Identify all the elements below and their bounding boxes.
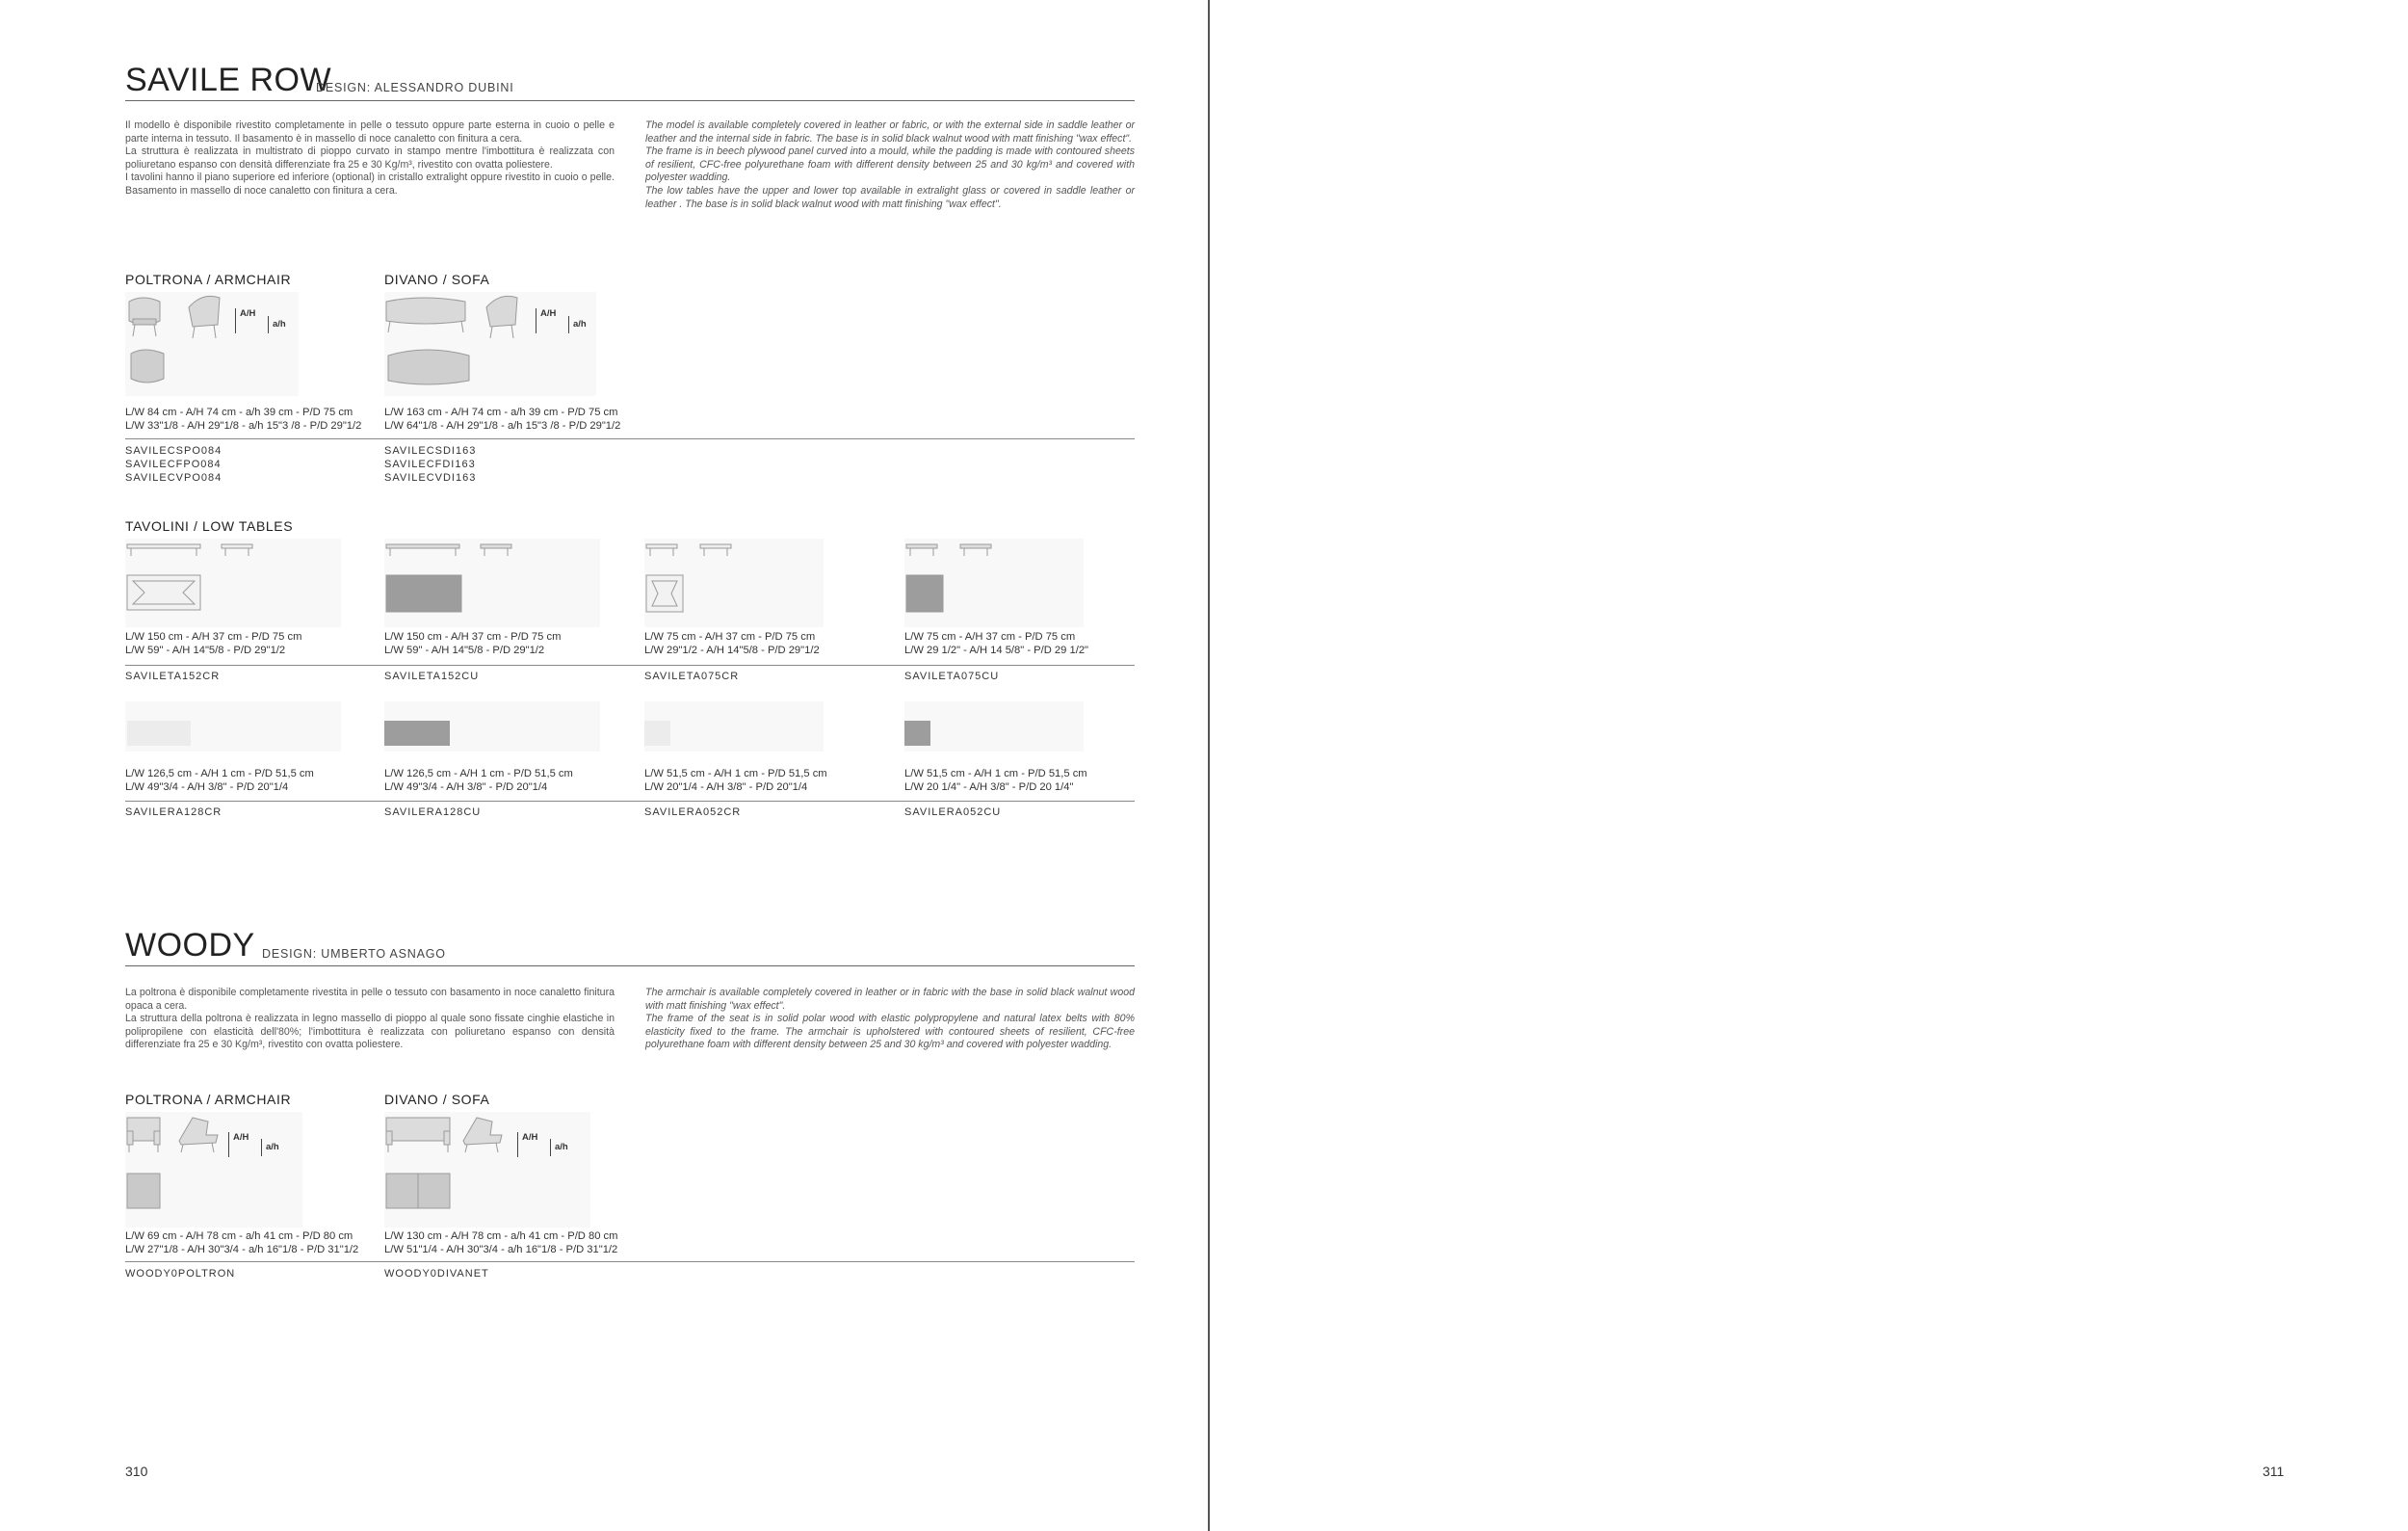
savile-desc-en-p1: The model is available completely covered in leather or fabric, or with the external side in saddle leather or leather and the internal side in fabric. The base is in solid black walnut wood with matt finishing "wax effect". <box>645 119 1135 145</box>
dims-imperial: L/W 49"3/4 - A/H 3/8" - P/D 20"1/4 <box>384 781 548 793</box>
top-dims-3 <box>644 767 827 794</box>
savile-armchair-heading: POLTRONA / ARMCHAIR <box>125 272 292 287</box>
woody-armchair-dims <box>125 1229 358 1256</box>
dims-imperial: L/W 20"1/4 - A/H 3/8" - P/D 20"1/4 <box>644 781 808 793</box>
savile-desc-it-p1: Il modello è disponibile rivestito completamente in pelle o tessuto oppure parte esterna in cuoio o pelle e parte interna in tessuto. Il basamento è in massello di noce canaletto con finitura a cera. <box>125 119 615 145</box>
savile-sofa-heading: DIVANO / SOFA <box>384 272 490 287</box>
dims-metric: L/W 150 cm - A/H 37 cm - P/D 75 cm <box>125 631 302 643</box>
table-code-2: SAVILETA152CU <box>384 671 480 682</box>
dims-imperial: L/W 51"1/4 - A/H 30"3/4 - a/h 16"1/8 - P/D 31"1/2 <box>384 1244 618 1255</box>
woody-armchair-code: WOODY0POLTRON <box>125 1268 236 1280</box>
top-dims-2 <box>384 767 573 794</box>
dims-imperial: L/W 59" - A/H 14"5/8 - P/D 29"1/2 <box>125 645 286 656</box>
top-drawing-1 <box>125 701 341 752</box>
dims-metric: L/W 51,5 cm - A/H 1 cm - P/D 51,5 cm <box>644 768 827 779</box>
dims-metric: L/W 75 cm - A/H 37 cm - P/D 75 cm <box>904 631 1076 643</box>
top-code-3: SAVILERA052CR <box>644 806 742 818</box>
savile-sofa-dims <box>384 406 620 433</box>
top-code-2: SAVILERA128CU <box>384 806 482 818</box>
savile-title-rule <box>125 100 1135 101</box>
dims-imperial: L/W 49"3/4 - A/H 3/8" - P/D 20"1/4 <box>125 781 289 793</box>
leather-top-drawing <box>384 701 600 752</box>
woody-title-rule <box>125 965 1135 966</box>
woody-sofa-heading: DIVANO / SOFA <box>384 1092 490 1107</box>
table-dims-1 <box>125 630 301 657</box>
dims-imperial: L/W 64"1/8 - A/H 29"1/8 - a/h 15"3 /8 - P/D 29"1/2 <box>384 420 621 432</box>
savile-sofa-codes <box>384 444 476 485</box>
savile-desc-en-p2: The frame is in beech plywood panel curved into a mould, while the padding is made with contoured sheets of resilient, CFC-free polyurethane foam with different density between 25 and 30 kg/m³ and covered with polyester wadding. <box>645 145 1135 184</box>
product-code: SAVILECFDI163 <box>384 459 476 470</box>
woody-desc-it-p2: La struttura della poltrona è realizzata in legno massello di pioppo al quale sono fissate cinghie elastiche in polipropilene con elasticità dell'80%; l'imbottitura è realizzata con poliuretano espanso con densità differenziate fra 25 e 30 Kg/m³, rivestito con ovatta poliestere. <box>125 1013 615 1051</box>
woody-desc-en-p2: The frame of the seat is in solid polar wood with elastic polypropylene and natural latex belts with 80% elasticity fixed to the frame. The armchair is upholstered with contoured sheets of resilient, CFC-free polyurethane foam with different density between 25 and 30 kg/m³ and covered with polyester wadding. <box>645 1013 1135 1051</box>
dims-imperial: L/W 33"1/8 - A/H 29"1/8 - a/h 15"3 /8 - P/D 29"1/2 <box>125 420 362 432</box>
armchair-front-drawing <box>125 292 299 396</box>
page-spine <box>1208 0 1210 1531</box>
height-label-A: A/H <box>235 308 255 333</box>
top-drawing-2 <box>384 701 600 752</box>
savile-sofa-drawings <box>384 292 596 396</box>
dims-metric: L/W 163 cm - A/H 74 cm - a/h 39 cm - P/D 75 cm <box>384 407 618 418</box>
savile-desc-en-p3: The low tables have the upper and lower top available in extralight glass or covered in saddle leather or leather . The base is in solid black walnut wood with matt finishing "wax effect". <box>645 184 1135 210</box>
woody-description-it <box>125 987 615 1052</box>
woody-armchair-drawing <box>125 1112 302 1227</box>
table-code-4: SAVILETA075CU <box>904 671 1000 682</box>
savile-armchair-codes <box>125 444 222 485</box>
small-leather-table-drawing <box>904 539 1084 627</box>
dims-imperial: L/W 59" - A/H 14"5/8 - P/D 29"1/2 <box>384 645 545 656</box>
table-code-1: SAVILETA152CR <box>125 671 221 682</box>
product-code: SAVILECVDI163 <box>384 472 477 484</box>
woody-sofa-drawing <box>384 1112 590 1227</box>
small-leather-top-drawing <box>904 701 1084 752</box>
woody-armchair-drawings <box>125 1112 302 1227</box>
glass-table-drawing <box>125 539 341 627</box>
dims-metric: L/W 84 cm - A/H 74 cm - a/h 39 cm - P/D 75 cm <box>125 407 353 418</box>
dims-imperial: L/W 29 1/2" - A/H 14 5/8" - P/D 29 1/2" <box>904 645 1089 656</box>
sofa-drawing <box>384 292 596 396</box>
top-drawing-4 <box>904 701 1084 752</box>
table-dims-3 <box>644 630 820 657</box>
product-code: SAVILECVPO084 <box>125 472 222 484</box>
dims-metric: L/W 126,5 cm - A/H 1 cm - P/D 51,5 cm <box>125 768 314 779</box>
woody-armchair-heading: POLTRONA / ARMCHAIR <box>125 1092 292 1107</box>
woody-sofa-dims <box>384 1229 617 1256</box>
top-dims-1 <box>125 767 314 794</box>
savile-desc-it-p2: La struttura è realizzata in multistrato di pioppo curvato in stampo mentre l'imbottitura è realizzata con poliuretano espanso con densità differenziate fra 25 e 30 Kg/m³, rivestito con ovatta poliestere. <box>125 145 615 171</box>
savile-description-it <box>125 119 615 198</box>
woody-desc-it-p1: La poltrona è disponibile completamente rivestita in pelle o tessuto con basamento in noce canaletto finitura opaca a cera. <box>125 987 615 1012</box>
savile-desc-it-p3: I tavolini hanno il piano superiore ed inferiore (optional) in cristallo extralight oppure rivestito in cuoio o pelle. Basamento in massello di noce canaletto con finitura a cera. <box>125 172 615 197</box>
woody-description-en <box>645 987 1135 1052</box>
top-code-1: SAVILERA128CR <box>125 806 222 818</box>
product-code: SAVILECSPO084 <box>125 445 222 457</box>
leather-table-drawing <box>384 539 600 627</box>
woody-title: WOODY <box>125 927 255 963</box>
table-drawings-3 <box>644 539 824 627</box>
dims-imperial: L/W 27"1/8 - A/H 30"3/4 - a/h 16"1/8 - P/D 31"1/2 <box>125 1244 359 1255</box>
savile-designer: DESIGN: ALESSANDRO DUBINI <box>316 81 514 94</box>
savile-title: SAVILE ROW <box>125 62 332 98</box>
savile-tables-rule <box>125 665 1135 666</box>
top-code-4: SAVILERA052CU <box>904 806 1002 818</box>
dims-imperial: L/W 20 1/4" - A/H 3/8" - P/D 20 1/4" <box>904 781 1074 793</box>
savile-armchair-drawings <box>125 292 299 396</box>
table-drawings-1 <box>125 539 341 627</box>
top-dims-4 <box>904 767 1087 794</box>
dims-metric: L/W 126,5 cm - A/H 1 cm - P/D 51,5 cm <box>384 768 573 779</box>
savile-seating-rule <box>125 438 1135 439</box>
dims-metric: L/W 150 cm - A/H 37 cm - P/D 75 cm <box>384 631 562 643</box>
height-label-A: A/H <box>517 1132 537 1157</box>
woody-desc-en-p1: The armchair is available completely covered in leather or in fabric with the base in solid black walnut wood with matt finishing "wax effect". <box>645 987 1135 1012</box>
top-drawing-3 <box>644 701 824 752</box>
dims-imperial: L/W 29"1/2 - A/H 14"5/8 - P/D 29"1/2 <box>644 645 820 656</box>
small-glass-top-drawing <box>644 701 824 752</box>
height-label-A: A/H <box>228 1132 249 1157</box>
woody-designer: DESIGN: UMBERTO ASNAGO <box>262 947 446 961</box>
dims-metric: L/W 69 cm - A/H 78 cm - a/h 41 cm - P/D 80 cm <box>125 1230 353 1242</box>
dims-metric: L/W 75 cm - A/H 37 cm - P/D 75 cm <box>644 631 816 643</box>
page-number-right: 311 <box>2263 1464 2285 1479</box>
glass-top-drawing <box>125 701 341 752</box>
woody-sofa-drawings <box>384 1112 590 1227</box>
page-number-left: 310 <box>125 1464 148 1479</box>
height-label-A: A/H <box>536 308 556 333</box>
dims-metric: L/W 51,5 cm - A/H 1 cm - P/D 51,5 cm <box>904 768 1087 779</box>
table-dims-2 <box>384 630 561 657</box>
height-label-a: a/h <box>568 316 587 333</box>
table-drawings-2 <box>384 539 600 627</box>
height-label-a: a/h <box>550 1139 568 1156</box>
height-label-a: a/h <box>261 1139 279 1156</box>
savile-description-en <box>645 119 1135 211</box>
table-dims-4 <box>904 630 1088 657</box>
height-label-a: a/h <box>268 316 286 333</box>
woody-seating-rule <box>125 1261 1135 1262</box>
product-code: SAVILECSDI163 <box>384 445 477 457</box>
savile-tables-heading: TAVOLINI / LOW TABLES <box>125 518 294 534</box>
dims-metric: L/W 130 cm - A/H 78 cm - a/h 41 cm - P/D 80 cm <box>384 1230 618 1242</box>
savile-armchair-dims <box>125 406 361 433</box>
table-drawings-4 <box>904 539 1084 627</box>
product-code: SAVILECFPO084 <box>125 459 222 470</box>
small-glass-table-drawing <box>644 539 824 627</box>
table-code-3: SAVILETA075CR <box>644 671 740 682</box>
woody-sofa-code: WOODY0DIVANET <box>384 1268 489 1280</box>
savile-tops-rule <box>125 801 1135 802</box>
